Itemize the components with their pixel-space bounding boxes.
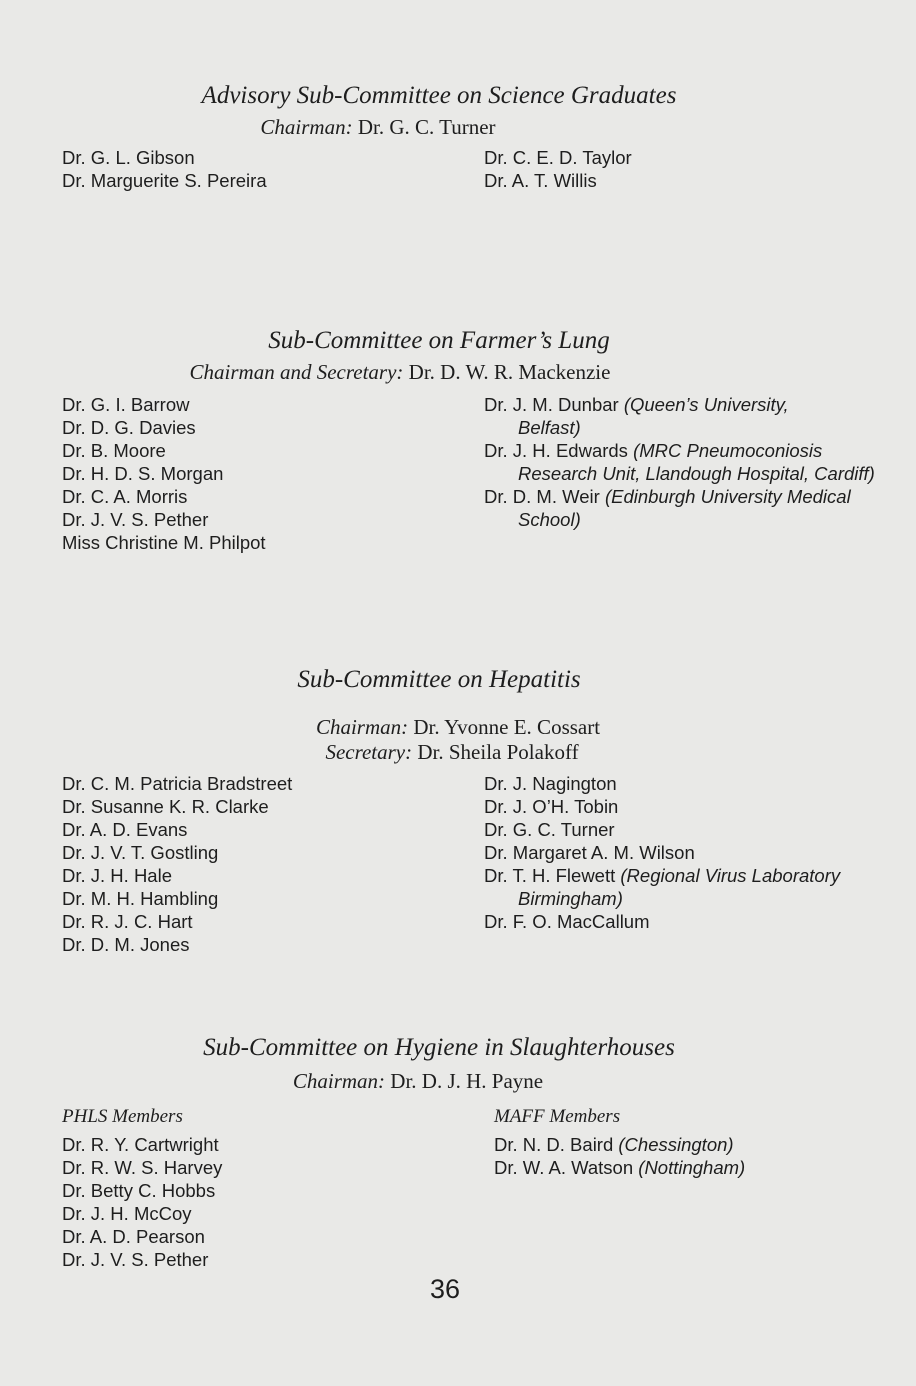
member-name: Dr. D. M. Weir	[484, 486, 600, 507]
member: Dr. R. Y. Cartwright	[62, 1134, 219, 1155]
farmers-lung-chairman	[0, 360, 800, 385]
member: Dr. A. D. Evans	[62, 819, 188, 840]
member: Dr. M. H. Hambling	[62, 888, 219, 909]
hepatitis-sec-name: Dr. Sheila Polakoff	[417, 740, 579, 764]
member: Dr. C. E. D. Taylor	[484, 147, 632, 168]
hepatitis-chairman	[0, 715, 916, 740]
member: Dr. Marguerite S. Pereira	[62, 170, 267, 191]
member: Dr. J. V. S. Pether	[62, 509, 209, 530]
maff-members-heading: MAFF Members	[494, 1106, 621, 1127]
member: Dr. D. G. Davies	[62, 417, 196, 438]
member: Dr. J. Nagington	[484, 773, 617, 794]
member: Dr. A. D. Pearson	[62, 1226, 205, 1247]
advisory-members-left	[62, 146, 267, 192]
advisory-chair-label: Chairman:	[260, 115, 353, 139]
member-with-affiliation	[484, 864, 841, 887]
farmers-members-right	[484, 393, 875, 531]
member: Dr. Betty C. Hobbs	[62, 1180, 216, 1201]
member: Dr. J. O’H. Tobin	[484, 796, 619, 817]
member: Miss Christine M. Philpot	[62, 532, 266, 553]
member: Dr. J. H. McCoy	[62, 1203, 192, 1224]
member: Dr. Margaret A. M. Wilson	[484, 842, 695, 863]
hygiene-chairman	[0, 1069, 836, 1094]
hygiene-title: Sub-Committee on Hygiene in Slaughterhouses	[203, 1034, 675, 1061]
farmers-chair-label: Chairman and Secretary:	[189, 360, 404, 384]
member: Dr. C. A. Morris	[62, 486, 188, 507]
hepatitis-secretary	[0, 740, 904, 765]
member: Dr. H. D. S. Morgan	[62, 463, 224, 484]
member: Dr. G. I. Barrow	[62, 394, 190, 415]
hepatitis-members-left	[62, 772, 292, 956]
farmers-members-left	[62, 393, 266, 554]
member-name: Dr. J. H. Edwards	[484, 440, 628, 461]
member-affiliation: (Regional Virus Laboratory	[620, 865, 841, 886]
hepatitis-members-right	[484, 772, 841, 933]
page-number: 36	[430, 1274, 461, 1304]
maff-members	[494, 1133, 745, 1179]
member-affiliation: (MRC Pneumoconiosis	[633, 440, 823, 461]
hepatitis-chair-name: Dr. Yvonne E. Cossart	[413, 715, 601, 739]
member-name: Dr. W. A. Watson	[494, 1157, 634, 1178]
member-affiliation: (Chessington)	[618, 1134, 734, 1155]
member: Dr. G. C. Turner	[484, 819, 615, 840]
member: Dr. R. J. C. Hart	[62, 911, 193, 932]
member: Dr. J. V. T. Gostling	[62, 842, 219, 863]
hepatitis-sec-label: Secretary:	[325, 740, 413, 764]
member-with-affiliation	[494, 1156, 745, 1179]
member-affiliation-cont: Research Unit, Llandough Hospital, Cardiff)	[518, 463, 875, 484]
member: Dr. J. V. S. Pether	[62, 1249, 209, 1270]
advisory-chairman	[0, 115, 756, 140]
member-affiliation: (Queen’s University,	[623, 394, 789, 415]
phls-members-heading: PHLS Members	[62, 1106, 183, 1127]
member-name: Dr. N. D. Baird	[494, 1134, 614, 1155]
member-name: Dr. J. M. Dunbar	[484, 394, 619, 415]
member: Dr. R. W. S. Harvey	[62, 1157, 223, 1178]
member-affiliation: (Nottingham)	[638, 1157, 746, 1178]
advisory-title: Advisory Sub-Committee on Science Graduates	[201, 82, 677, 109]
member: Dr. B. Moore	[62, 440, 166, 461]
advisory-chair-name: Dr. G. C. Turner	[357, 115, 496, 139]
hepatitis-title: Sub-Committee on Hepatitis	[297, 666, 581, 693]
member-with-affiliation	[484, 393, 800, 416]
member-affiliation-cont: School)	[518, 509, 581, 530]
member: Dr. A. T. Willis	[484, 170, 597, 191]
member-with-affiliation	[494, 1133, 745, 1156]
advisory-members-right	[484, 146, 632, 192]
phls-members	[62, 1133, 222, 1271]
farmers-lung-title: Sub-Committee on Farmer’s Lung	[268, 327, 610, 354]
member: Dr. C. M. Patricia Bradstreet	[62, 773, 293, 794]
hepatitis-chair-label: Chairman:	[315, 715, 409, 739]
member: Dr. Susanne K. R. Clarke	[62, 796, 269, 817]
member: Dr. F. O. MacCallum	[484, 911, 650, 932]
farmers-chair-name: Dr. D. W. R. Mackenzie	[408, 360, 611, 384]
member-with-affiliation	[484, 485, 851, 508]
member-affiliation: (Edinburgh University Medical	[604, 486, 851, 507]
member: Dr. D. M. Jones	[62, 934, 190, 955]
hygiene-chair-label: Chairman:	[292, 1069, 386, 1093]
member-affiliation-cont: Birmingham)	[518, 888, 623, 909]
member-with-affiliation	[484, 439, 823, 462]
hygiene-chair-name: Dr. D. J. H. Payne	[390, 1069, 544, 1093]
member-affiliation-cont: Belfast)	[518, 417, 581, 438]
member: Dr. G. L. Gibson	[62, 147, 195, 168]
member: Dr. J. H. Hale	[62, 865, 172, 886]
member-name: Dr. T. H. Flewett	[484, 865, 616, 886]
